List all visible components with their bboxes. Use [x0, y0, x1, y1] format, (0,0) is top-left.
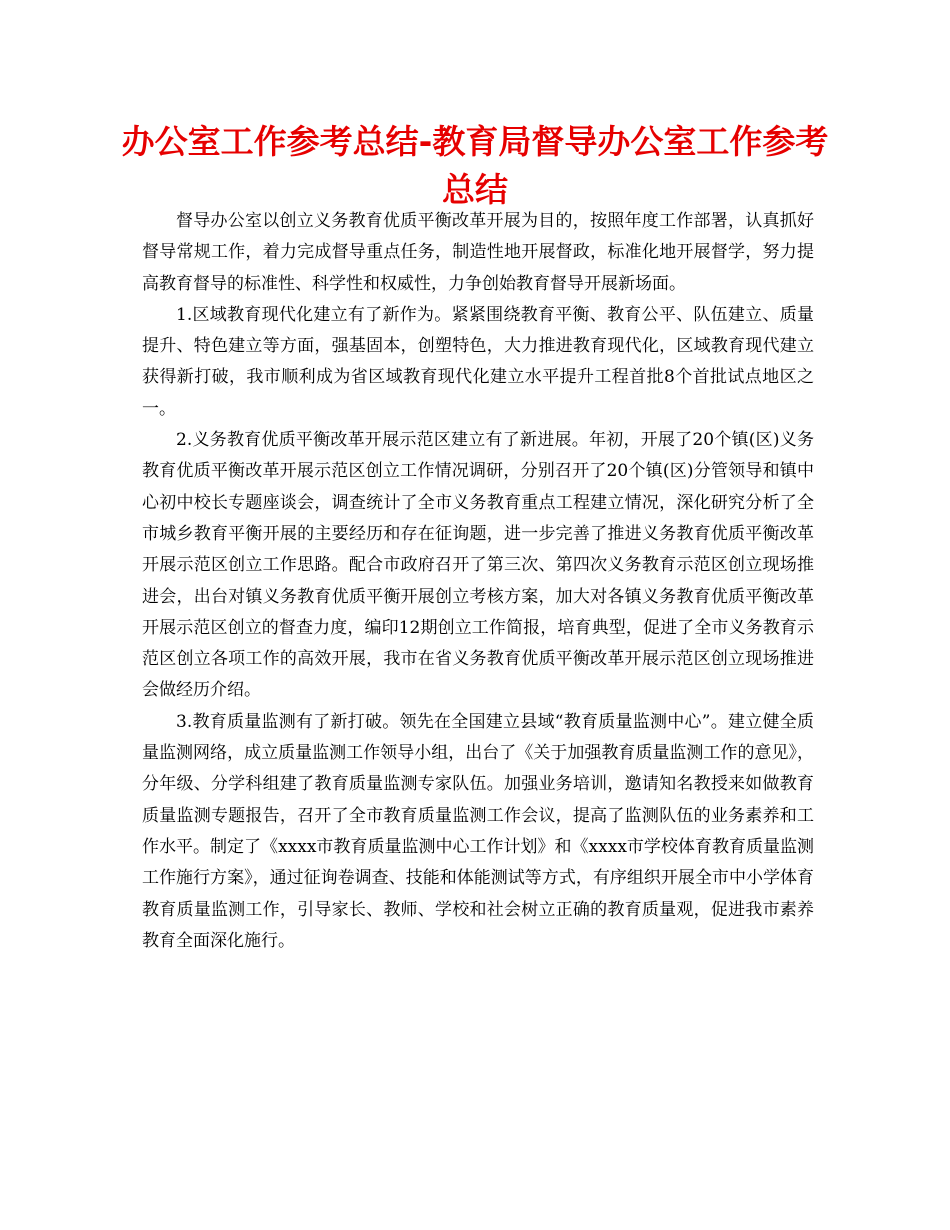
document-body — [142, 206, 814, 957]
paragraph-intro: 督导办公室以创立义务教育优质平衡改革开展为目的，按照年度工作部署，认真抓好督导常规工作，着力完成督导重点任务，制造性地开展督政，标准化地开展督学，努力提高教育督导的标准性、科学性和权威性，力争创始教育督导开展新场面。 — [142, 211, 814, 294]
document-title: 办公室工作参考总结-教育局督导办公室工作参考总结 — [121, 122, 829, 209]
paragraph-item-2: 2.义务教育优质平衡改革开展示范区建立有了新进展。年初，开展了20个镇(区)义务教育优质平衡改革开展示范区创立工作情况调研，分别召开了20个镇(区)分管领导和镇中心初中校长专题座谈会，调查统计了全市义务教育重点工程建立情况，深化研究分析了全市城乡教育平衡开展的主要经历和存在征询题，进一步完善了推进义务教育优质平衡改革开展示范区创立工作思路。配合市政府召开了第三次、第四次义务教育示范区创立现场推进会，出台对镇义务教育优质平衡开展创立考核方案，加大对各镇义务教育优质平衡改革开展示范区创立的督查力度，编印12期创立工作简报，培育典型，促进了全市义务教育示范区创立各项工作的高效开展，我市在省义务教育优质平衡改革开展示范区创立现场推进会做经历介绍。 — [142, 430, 814, 701]
paragraph-item-1: 1.区域教育现代化建立有了新作为。紧紧围绕教育平衡、教育公平、队伍建立、质量提升、特色建立等方面，强基固本，创塑特色，大力推进教育现代化，区域教育现代建立获得新打破，我市顺利成为省区域教育现代化建立水平提升工程首批8个首批试点地区之一。 — [142, 304, 814, 419]
paragraph-item-3: 3.教育质量监测有了新打破。领先在全国建立县域“教育质量监测中心”。建立健全质量监测网络，成立质量监测工作领导小组，出台了《关于加强教育质量监测工作的意见》，分年级、分学科组建了教育质量监测专家队伍。加强业务培训，邀请知名教授来如做教育质量监测专题报告，召开了全市教育质量监测工作会议，提高了监测队伍的业务素养和工作水平。制定了《xxxx市教育质量监测中心工作计划》和《xxxx市学校体育教育质量监测工作施行方案》，通过征询卷调查、技能和体能测试等方式，有序组织开展全市中小学体育教育质量监测工作，引导家长、教师、学校和社会树立正确的教育质量观，促进我市素养教育全面深化施行。 — [142, 711, 814, 951]
